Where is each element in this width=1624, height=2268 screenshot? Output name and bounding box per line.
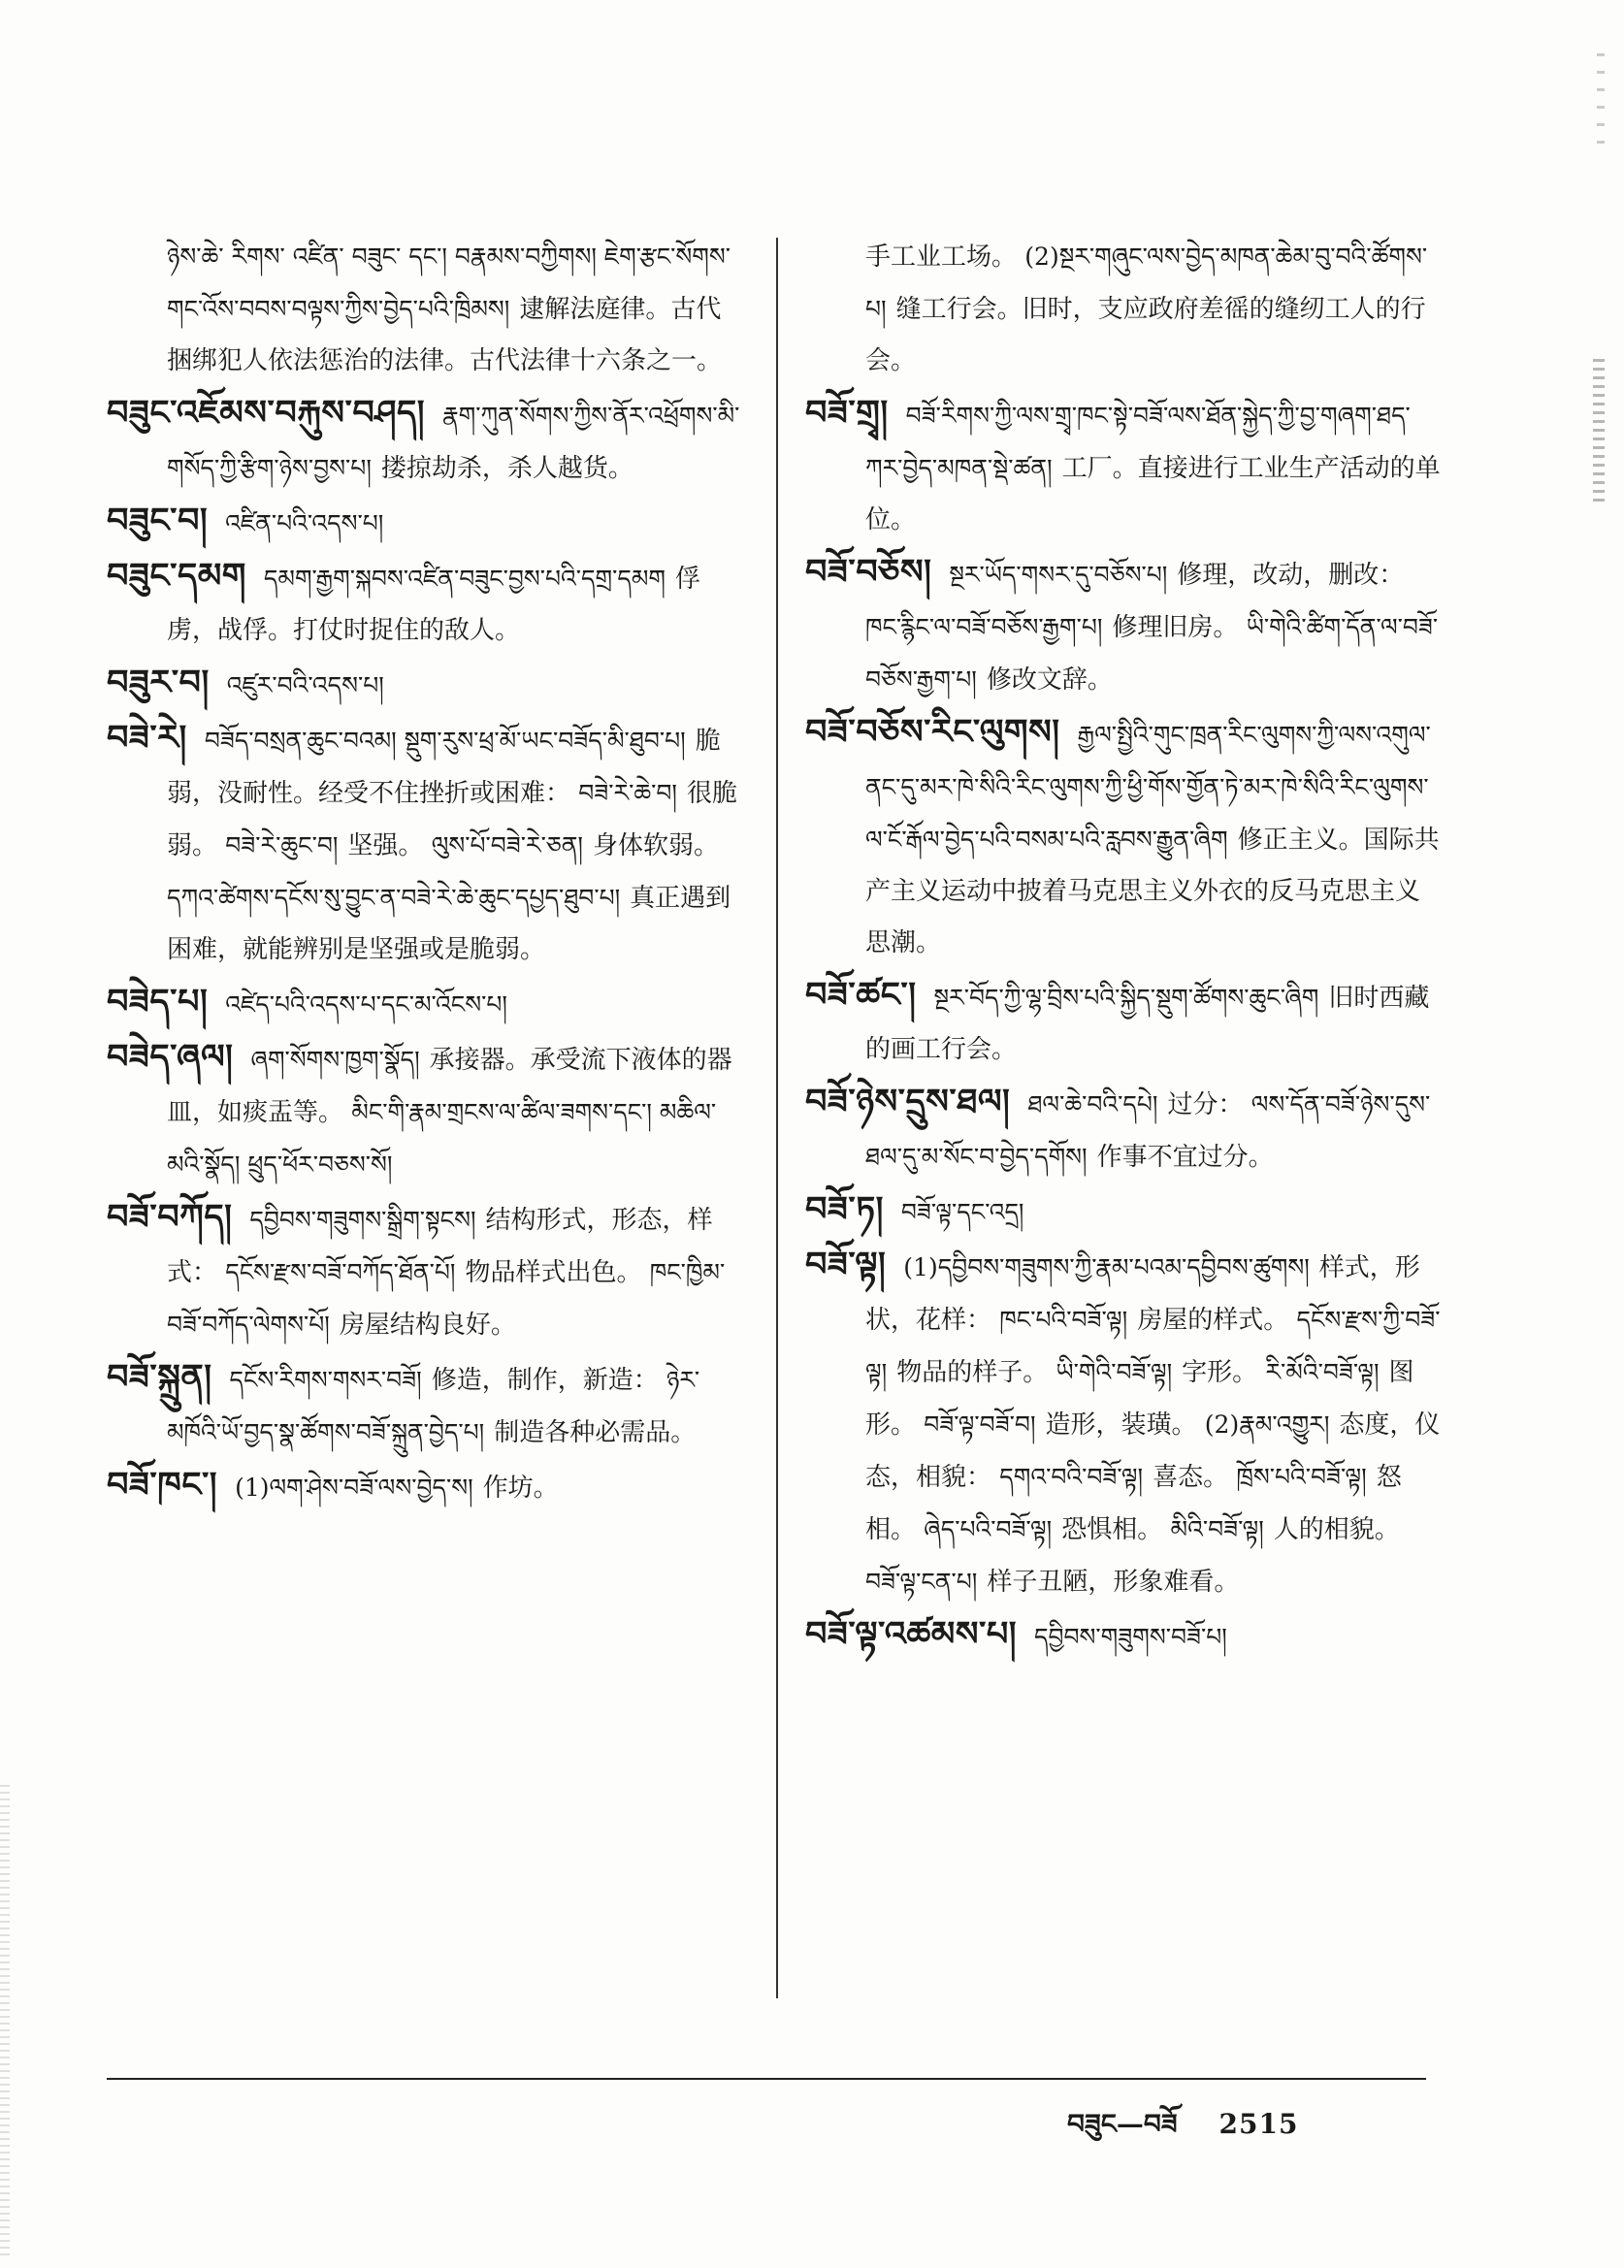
tibetan-example: བཟོ་ལྟ་བཟོ་བ། xyxy=(924,1410,1036,1439)
chinese-gloss: 房屋结构良好。 xyxy=(339,1311,516,1340)
tibetan-example: མིའི་བཟོ་ལྟ། xyxy=(1170,1515,1264,1543)
tibetan-definition: བཟོ་ལྟ་དང་འདྲ། xyxy=(900,1198,1024,1226)
entry-headword: བཟོ་སྐྲུན། xyxy=(107,1357,212,1397)
chinese-gloss: 很脆弱。 xyxy=(167,779,737,860)
entry-headword: བཟོ་བཅོས། xyxy=(805,552,932,592)
chinese-gloss: 字形。 xyxy=(1182,1358,1258,1387)
tibetan-example: ཁང་རྙིང་ལ་བཟོ་བཅོས་རྒྱག་པ། xyxy=(865,613,1103,641)
dictionary-entry xyxy=(107,1031,742,1191)
tibetan-example: ཁང་ཁྱིམ་བཟོ་བཀོད་ལེགས་པོ། xyxy=(167,1258,726,1339)
tibetan-definition: (1)དབྱིབས་གཟུགས་ཀྱི་རྣམ་པའམ་དབྱིབས་ཚུགས། xyxy=(903,1253,1310,1281)
tibetan-definition: རྒྱལ་སྤྱིའི་གུང་ཁྲན་རིང་ལུགས་ཀྱི་ལས་འགུལ་ནང་དུ་མར་ཁེ་སིའི་རིང་ལུགས་ཀྱི་ཕྱི་གོས་གྱོན་ཏེ་མར་ཁེ་སིའི་རིང་ལུགས་ལ་ངོ་རྒོལ་བྱེད་པའི་བསམ་པའི་རླབས་རྒྱུན་ཞིག xyxy=(865,721,1431,854)
chinese-definition: 工厂。直接进行工业生产活动的单位。 xyxy=(865,454,1441,535)
entry-headword: བཟུར་བ། xyxy=(107,663,210,702)
chinese-gloss: 物品样式出色。 xyxy=(465,1258,642,1287)
dictionary-entry xyxy=(805,1076,1441,1183)
tibetan-definition: འཛིན་པའི་འདས་པ། xyxy=(225,509,384,537)
right-column xyxy=(805,231,1441,1664)
chinese-definition: 逮解法庭律。古代捆绑犯人依法惩治的法律。古代法律十六条之一。 xyxy=(167,295,723,375)
entry-headword: བཟེད་ཞལ། xyxy=(107,1037,234,1077)
left-column xyxy=(107,231,742,1514)
dictionary-entry xyxy=(107,1351,742,1459)
dictionary-entry xyxy=(107,1459,742,1514)
chinese-gloss: 真正遇到困难，就能辨别是坚强或是脆弱。 xyxy=(167,884,731,964)
chinese-gloss: 坚强。 xyxy=(347,831,424,860)
chinese-definition: 修正主义。国际共产主义运动中披着马克思主义外衣的反马克思主义思潮。 xyxy=(865,826,1440,957)
tibetan-example: དངོས་རྫས་ཀྱི་བཟོ་ལྟ། xyxy=(865,1306,1441,1386)
entry-headword: བཟུང་བ། xyxy=(107,501,209,540)
entry-headword: བཟོ་ཚང་། xyxy=(805,975,917,1015)
chinese-gloss: 怒相。 xyxy=(865,1463,1402,1544)
chinese-definition: 搂掠劫杀，杀人越货。 xyxy=(380,454,633,483)
entry-headword: བཟུང་དམག xyxy=(107,556,246,596)
tibetan-example: རི་མོའི་བཟོ་ལྟ། xyxy=(1265,1358,1380,1386)
chinese-gloss: 作事不宜过分。 xyxy=(1096,1143,1274,1172)
tibetan-example: ཞེད་པའི་བཟོ་ལྟ། xyxy=(924,1515,1053,1543)
entry-headword: བཟོ་ལྟ་འཚམས་པ། xyxy=(805,1614,1018,1654)
tibetan-example: དཀའ་ཚེགས་དངོས་སུ་བྱུང་ན་བཟེ་རེ་ཆེ་ཆུང་དཔྱད་ཐུབ་པ། xyxy=(167,884,621,912)
chinese-definition: 作坊。 xyxy=(482,1474,559,1503)
tibetan-definition: བཟོད་བསྲན་ཆུང་བའམ། སྡུག་རུས་ཕྲ་མོ་ཡང་བཟོད་མི་ཐུབ་པ། xyxy=(204,727,686,755)
tibetan-definition: འཛུར་བའི་འདས་པ། xyxy=(226,671,384,699)
dictionary-entry xyxy=(805,1239,1441,1608)
chinese-gloss: 造形，装璜。 xyxy=(1045,1410,1197,1440)
scan-edge-marks xyxy=(0,1785,10,2260)
entry-headword: བཟོ་ཁང་། xyxy=(107,1465,218,1505)
dictionary-entry xyxy=(805,1608,1441,1664)
tibetan-example: ཡི་གེའི་བཟོ་ལྟ། xyxy=(1056,1358,1173,1386)
chinese-definition: 旧时西藏的画工行会。 xyxy=(865,984,1430,1064)
chinese-definition: 手工业工场。 xyxy=(865,243,1018,272)
tibetan-definition: དམག་རྒྱག་སྐབས་འཛིན་བཟུང་བྱས་པའི་དགྲ་དམག xyxy=(263,565,666,593)
tibetan-definition: དབྱིབས་གཟུགས་སྒྲིག་སྟངས། xyxy=(249,1206,476,1234)
entry-headword: བཟེད་པ། xyxy=(107,982,209,1021)
dictionary-entry xyxy=(107,657,742,712)
chinese-gloss: 修改文辞。 xyxy=(986,665,1113,695)
chinese-gloss: 物品的样子。 xyxy=(896,1358,1049,1387)
dictionary-entry xyxy=(107,1191,742,1351)
tibetan-example: བཟེ་རེ་ཆུང་བ། xyxy=(225,831,339,859)
chinese-gloss: 修理旧房。 xyxy=(1112,613,1239,642)
running-head: བཟུང—བཟོ xyxy=(1067,2108,1178,2140)
dictionary-entry xyxy=(805,969,1441,1076)
dictionary-entry xyxy=(107,550,742,657)
chinese-gloss: 缝工行会。旧时，支应政府差徭的缝纫工人的行会。 xyxy=(865,295,1426,375)
chinese-definition: 过分： xyxy=(1167,1090,1244,1119)
tibetan-definition: དངོས་རིགས་གསར་བཟོ། xyxy=(229,1366,422,1394)
tibetan-definition: (1)ལག་ཤེས་བཟོ་ལས་བྱེད་ས། xyxy=(235,1474,473,1502)
tibetan-example: (2)རྣམ་འགྱུར། xyxy=(1204,1410,1330,1439)
chinese-definition: 样式，形状，花样： xyxy=(865,1253,1420,1335)
tibetan-example: བཟོ་ལྟ་ངན་པ། xyxy=(865,1568,978,1596)
tibetan-example: མིང་གི་རྣམ་གྲངས་ལ་ཚིལ་ཟགས་དང་། མཆིལ་མའི་སྣོད། ཕྲུད་ཕོར་བཅས་སོ། xyxy=(167,1098,717,1179)
tibetan-definition: དབྱིབས་གཟུགས་བཟོ་པ། xyxy=(1034,1623,1227,1651)
chinese-gloss: 制造各种必需品。 xyxy=(494,1418,697,1447)
tibetan-example: དགའ་བའི་བཟོ་ལྟ། xyxy=(999,1463,1144,1491)
tibetan-definition: རྣག་ཀུན་སོགས་ཀྱིས་ནོར་འཕྲོགས་མི་གསོད་ཀྱི་རྩིག་ཉེས་བྱས་པ། xyxy=(167,402,740,482)
tibetan-example: ཡི་གེའི་ཚིག་དོན་ལ་བཟོ་བཅོས་རྒྱག་པ། xyxy=(865,613,1439,694)
dictionary-entry xyxy=(805,1183,1441,1239)
tibetan-example: ཁྲོས་པའི་བཟོ་ལྟ། xyxy=(1236,1463,1367,1491)
tibetan-example: ལུས་པོ་བཟེ་རེ་ཅན། xyxy=(431,831,583,859)
page-number: 2515 xyxy=(1218,2108,1299,2140)
entry-continuation xyxy=(805,231,1441,387)
tibetan-example: དངོས་རྫས་བཟོ་བཀོད་ཐོན་པོ། xyxy=(225,1258,456,1286)
dictionary-entry xyxy=(805,546,1441,706)
entry-headword: བཟོ་བཅོས་རིང་ལུགས། xyxy=(805,712,1060,752)
tibetan-example: ཁང་པའི་བཟོ་ལྟ། xyxy=(999,1306,1128,1334)
chinese-gloss: 态度，仪态，相貌： xyxy=(865,1410,1441,1492)
chinese-definition: 脆弱，没耐性。经受不住挫折或困难： xyxy=(167,727,721,808)
entry-continuation xyxy=(107,231,742,387)
tibetan-definition: ཐལ་ཆེ་བའི་དཔེ། xyxy=(1027,1090,1158,1118)
entry-headword: བཟུང་འཇོམས་བརྐུས་བཤད། xyxy=(107,393,425,433)
entry-headword: བཟེ་རེ། xyxy=(107,718,187,758)
chinese-gloss: 样子丑陋，形象难看。 xyxy=(987,1568,1240,1597)
tibetan-example: ལས་དོན་བཟོ་ཉེས་དུས་ཐལ་དུ་མ་སོང་བ་བྱེད་དགོས། xyxy=(865,1090,1431,1171)
dictionary-entry xyxy=(107,976,742,1031)
dictionary-entry xyxy=(107,387,742,495)
tibetan-definition: སྔར་ཡོད་གསར་དུ་བཅོས་པ། xyxy=(949,561,1168,589)
chinese-gloss: 人的相貌。 xyxy=(1273,1515,1400,1544)
chinese-definition: 承接器。承受流下液体的器皿，如痰盂等。 xyxy=(167,1046,732,1127)
entry-headword: བཟོ་ལྟ། xyxy=(805,1245,887,1284)
tibetan-example: བཟེ་རེ་ཆེ་བ། xyxy=(578,779,677,807)
dictionary-entry xyxy=(107,495,742,550)
footer-rule xyxy=(107,2078,1426,2080)
tibetan-definition: སྔར་བོད་ཀྱི་ལྷ་བྲིས་པའི་སྐྱིད་སྡུག་ཚོགས་ཆུང་ཞིག xyxy=(933,984,1319,1012)
tibetan-definition: ཉེས་ཆེ་ རིགས་ འཛིན་ བཟུང་ དང་། བརྣམས་བཀྱིགས། ཇེག་རྩང་སོགས་གང་འོས་བབས་བལྟས་ཀྱིས་བྱེད་པའི་ཁྲིམས། xyxy=(167,243,731,323)
scan-edge-marks xyxy=(1593,359,1605,504)
chinese-gloss: 图形。 xyxy=(865,1358,1414,1440)
tibetan-definition: འཛེད་པའི་འདས་པ་དང་མ་འོངས་པ། xyxy=(225,990,507,1019)
tibetan-definition: ཞག་སོགས་ཁྱག་སྣོད། xyxy=(250,1046,420,1074)
entry-headword: བཟོ་བཀོད། xyxy=(107,1197,233,1237)
page-footer xyxy=(1067,2093,1298,2170)
scan-edge-marks xyxy=(1597,53,1605,150)
tibetan-example: ཉེར་མཁོའི་ཡོ་བྱད་སྣ་ཚོགས་བཟོ་སྐྲུན་བྱེད་པ། xyxy=(167,1366,700,1446)
dictionary-entry xyxy=(107,712,742,976)
chinese-gloss: 恐惧相。 xyxy=(1061,1515,1163,1544)
chinese-gloss: 房屋的样式。 xyxy=(1137,1306,1289,1335)
chinese-definition: 修理，改动，删改： xyxy=(1177,561,1405,590)
chinese-definition: 结构形式，形态，样式： xyxy=(167,1206,713,1287)
chinese-gloss: 身体软弱。 xyxy=(592,831,719,860)
entry-headword: བཟོ་གྲྭ། xyxy=(805,393,889,433)
dictionary-entry xyxy=(805,387,1441,546)
chinese-definition: 俘虏，战俘。打仗时捉住的敌人。 xyxy=(167,565,701,645)
entry-headword: བཟོ་ཉེས་དྲུས་ཐལ། xyxy=(805,1082,1011,1121)
column-divider xyxy=(776,238,778,1998)
dictionary-entry xyxy=(805,706,1441,969)
chinese-gloss: 喜态。 xyxy=(1153,1463,1229,1492)
entry-headword: བཟོ་ཏ། xyxy=(805,1189,884,1229)
tibetan-definition: བཟོ་རིགས་ཀྱི་ལས་གྲྭ་ཁང་སྟེ་བཟོ་ལས་ཐོན་སྐྱེད་ཀྱི་བྱ་གཞག་ཐད་ཀར་བྱེད་མཁན་སྡེ་ཚན། xyxy=(865,402,1411,482)
tibetan-example: (2)སྔར་གཞུང་ལས་བྱེད་མཁན་ཆེམ་བུ་བའི་ཚོགས་པ། xyxy=(865,243,1428,323)
chinese-definition: 修造，制作，新造： xyxy=(431,1366,659,1395)
